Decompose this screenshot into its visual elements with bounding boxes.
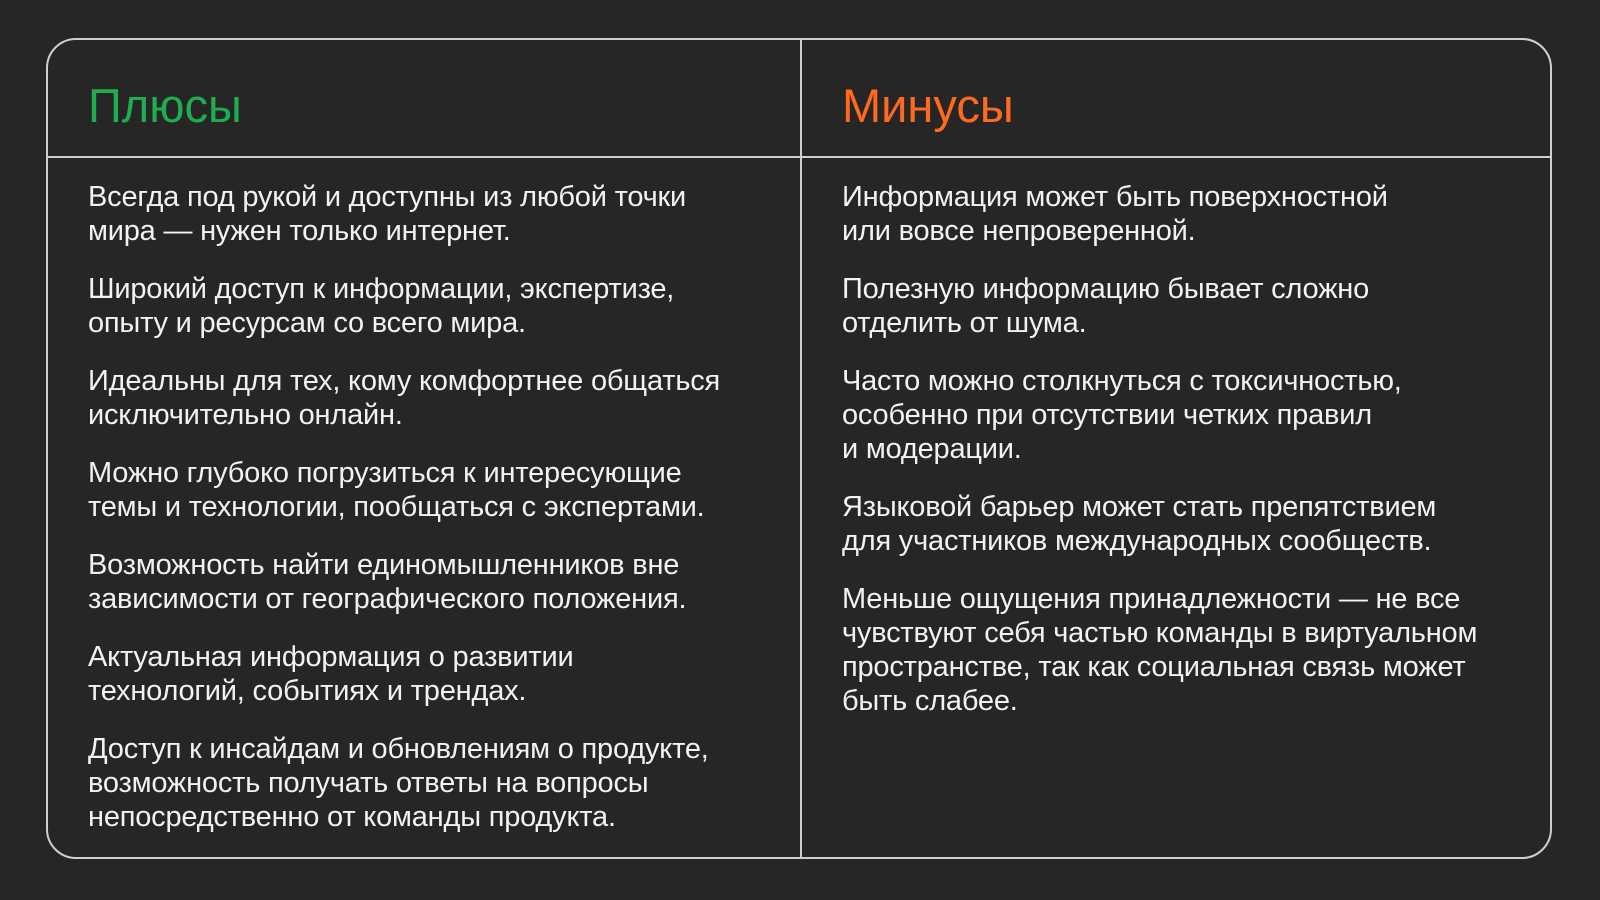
pros-list	[88, 180, 780, 858]
cons-item: Языковой барьер может стать препятствием для участников международных сообществ.	[842, 491, 1437, 557]
cons-list	[842, 180, 1532, 742]
pros-item: Всегда под рукой и доступны из любой точки мира — нужен только интернет.	[88, 181, 687, 247]
cons-item: Полезную информацию бывает сложно отделить от шума.	[842, 273, 1370, 339]
pros-cons-table	[46, 38, 1552, 859]
cons-item: Информация может быть поверхностной или вовсе непроверенной.	[842, 181, 1388, 247]
cons-item: Меньше ощущения принадлежности — не все чувствуют себя частью команды в виртуальном пространстве, так как социальная связь может быть слабее.	[842, 583, 1478, 717]
pros-column	[48, 40, 800, 857]
pros-item: Возможность найти единомышленников вне зависимости от географического положения.	[88, 549, 687, 615]
pros-item: Доступ к инсайдам и обновлениям о продукте, возможность получать ответы на вопросы непосредственно от команды продукта.	[88, 733, 709, 833]
pros-item: Идеальны для тех, кому комфортнее общаться исключительно онлайн.	[88, 365, 721, 431]
cons-title: Минусы	[842, 79, 1014, 132]
cons-column	[802, 40, 1552, 857]
pros-item: Можно глубоко погрузиться к интересующие темы и технологии, пообщаться с экспертами.	[88, 457, 705, 523]
cons-item: Часто можно столкнуться с токсичностью, особенно при отсутствии четких правил и модерации.	[842, 365, 1402, 465]
pros-item: Актуальная информация о развитии технологий, событиях и трендах.	[88, 641, 574, 707]
pros-title: Плюсы	[88, 79, 242, 132]
pros-item: Широкий доступ к информации, экспертизе, опыту и ресурсам со всего мира.	[88, 273, 675, 339]
